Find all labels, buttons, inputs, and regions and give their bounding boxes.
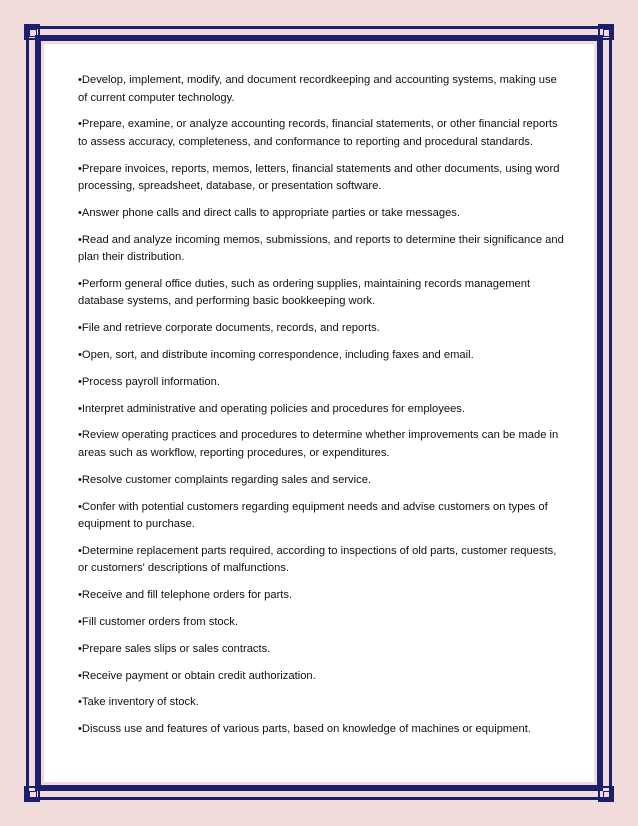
list-item: •Develop, implement, modify, and document recordkeeping and accounting systems, making use of current computer technology. — [78, 74, 557, 104]
list-item: •Read and analyze incoming memos, submissions, and reports to determine their significance and plan their distribution. — [78, 233, 564, 264]
list-item: •Perform general office duties, such as ordering supplies, maintaining records management database systems, and performing basic bookkeeping work. — [78, 277, 531, 308]
list-item: •Interpret administrative and operating policies and procedures for employees. — [78, 402, 465, 415]
list-item: •Process payroll information. — [78, 375, 220, 388]
list-item: •Open, sort, and distribute incoming correspondence, including faxes and email. — [78, 349, 474, 362]
list-item: •Receive payment or obtain credit authorization. — [78, 669, 316, 682]
list-item: •Answer phone calls and direct calls to appropriate parties or take messages. — [78, 206, 461, 219]
list-item: •Receive and fill telephone orders for parts. — [78, 589, 293, 602]
list-item: •Fill customer orders from stock. — [78, 615, 238, 628]
duties-list — [78, 72, 568, 748]
list-item: •Prepare invoices, reports, memos, letters, financial statements and other documents, using word processing, spreadsheet, database, or presentation software. — [78, 162, 560, 193]
list-item: •Discuss use and features of various parts, based on knowledge of machines or equipment. — [78, 723, 531, 736]
border-corner-ornament — [598, 24, 614, 40]
list-item: •Resolve customer complaints regarding sales and service. — [78, 473, 372, 486]
list-item: •Prepare, examine, or analyze accounting records, financial statements, or other financial reports to assess accuracy, completeness, and conformance to reporting and procedural standards. — [78, 118, 558, 148]
list-item: •Review operating practices and procedures to determine whether improvements can be made in areas such as workflow, reporting procedures, or expenditures. — [78, 429, 559, 459]
border-corner-ornament — [24, 786, 40, 802]
list-item: •Confer with potential customers regarding equipment needs and advise customers on types of equipment to purchase. — [78, 500, 548, 531]
border-corner-ornament — [24, 24, 40, 40]
list-item: •File and retrieve corporate documents, records, and reports. — [78, 322, 380, 335]
list-item: •Prepare sales slips or sales contracts. — [78, 642, 271, 655]
list-item: •Take inventory of stock. — [78, 696, 199, 709]
list-item: •Determine replacement parts required, according to inspections of old parts, customer requests, or customers' descriptions of malfunctions. — [78, 544, 557, 575]
border-corner-ornament — [598, 786, 614, 802]
